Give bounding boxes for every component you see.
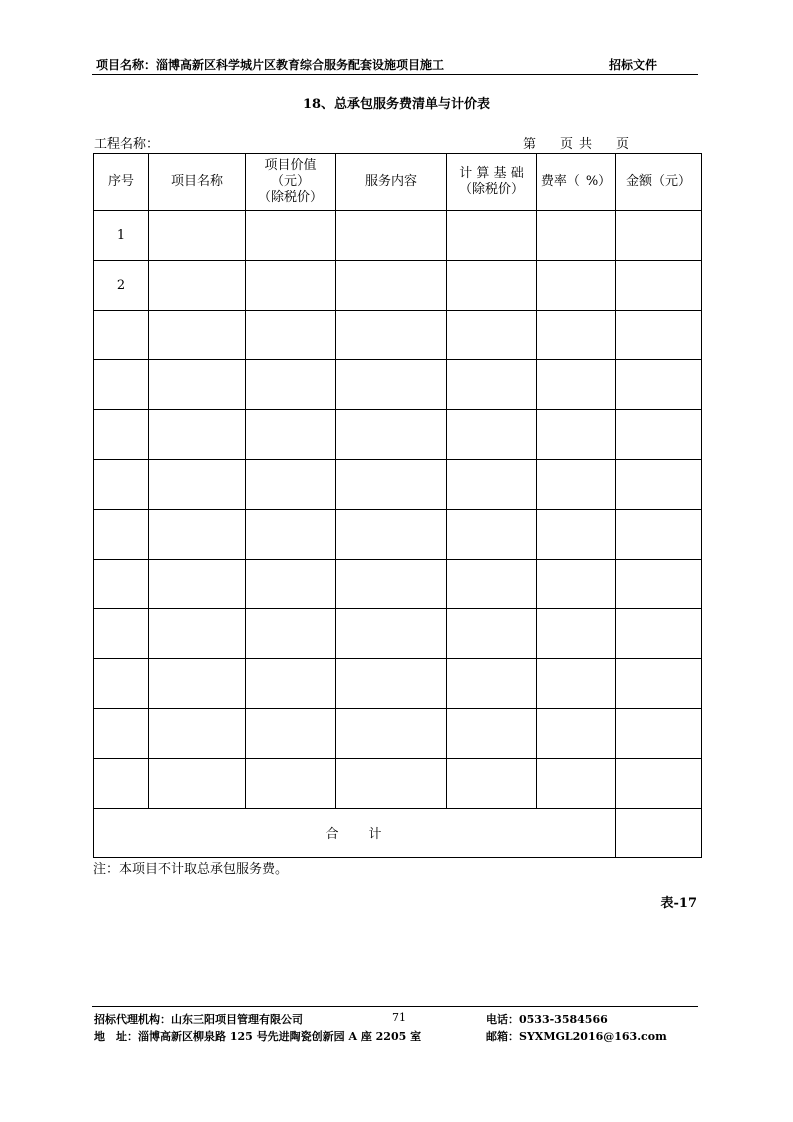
table-row <box>94 410 702 460</box>
table-row <box>94 708 702 758</box>
footer-email: 邮箱：SYXMGL2016@163.com <box>486 1030 667 1043</box>
footer-page-number: 71 <box>392 1011 406 1024</box>
table-row <box>94 211 702 261</box>
header-project-name: 项目名称：淄博高新区科学城片区教育综合服务配套设施项目施工 <box>96 58 445 72</box>
row-seq <box>94 459 149 509</box>
row-seq <box>94 609 149 659</box>
col-header-basis: 计 算 基 础 （除税价） <box>447 154 537 211</box>
footer-address: 地 址：淄博高新区柳泉路 125 号先进陶瓷创新园 A 座 2205 室 <box>94 1030 422 1043</box>
total-amount-cell <box>616 808 702 857</box>
row-seq: 1 <box>94 211 149 261</box>
page-header <box>96 56 697 74</box>
total-unit-label: 页 <box>616 137 630 152</box>
project-name-label: 工程名称： <box>94 137 160 152</box>
page-no-label: 第 <box>523 137 537 152</box>
col-header-item-value: 项目价值 （元） （除税价） <box>246 154 336 211</box>
table-row <box>94 260 702 310</box>
row-seq <box>94 559 149 609</box>
table-header-row <box>94 154 702 211</box>
row-seq <box>94 659 149 709</box>
table-row <box>94 310 702 360</box>
col-header-seq: 序号 <box>94 154 149 211</box>
table-row <box>94 509 702 559</box>
table-row <box>94 459 702 509</box>
footer-line-2 <box>94 1028 700 1044</box>
row-seq <box>94 509 149 559</box>
total-label: 合 计 <box>94 808 616 857</box>
col-header-item-name: 项目名称 <box>149 154 246 211</box>
row-seq <box>94 410 149 460</box>
service-fee-table <box>93 153 702 858</box>
row-seq <box>94 310 149 360</box>
footer-line-1 <box>94 1011 700 1027</box>
row-seq: 2 <box>94 260 149 310</box>
page-unit-label: 页 <box>560 137 574 152</box>
table-number: 表-17 <box>660 896 697 911</box>
project-line <box>94 133 700 151</box>
table-total-row <box>94 808 702 857</box>
footer-phone: 电话：0533-3584566 <box>486 1013 608 1026</box>
footer-agency: 招标代理机构：山东三阳项目管理有限公司 <box>94 1013 303 1026</box>
table-row <box>94 659 702 709</box>
row-seq <box>94 708 149 758</box>
table-row <box>94 758 702 808</box>
page-indicator <box>523 133 629 152</box>
table-row <box>94 559 702 609</box>
col-header-amount: 金额（元） <box>616 154 702 211</box>
footer-divider <box>92 1006 698 1007</box>
col-header-fee-rate: 费率（ %） <box>537 154 616 211</box>
table-row <box>94 609 702 659</box>
header-divider <box>92 74 698 75</box>
header-doc-type: 招标文件 <box>608 58 657 72</box>
col-header-service: 服务内容 <box>336 154 447 211</box>
page-title: 18、总承包服务费清单与计价表 <box>302 97 491 112</box>
table-row <box>94 360 702 410</box>
table-note: 注：本项目不计取总承包服务费。 <box>93 862 289 877</box>
row-seq <box>94 360 149 410</box>
total-prefix-label: 共 <box>579 137 593 152</box>
row-seq <box>94 758 149 808</box>
